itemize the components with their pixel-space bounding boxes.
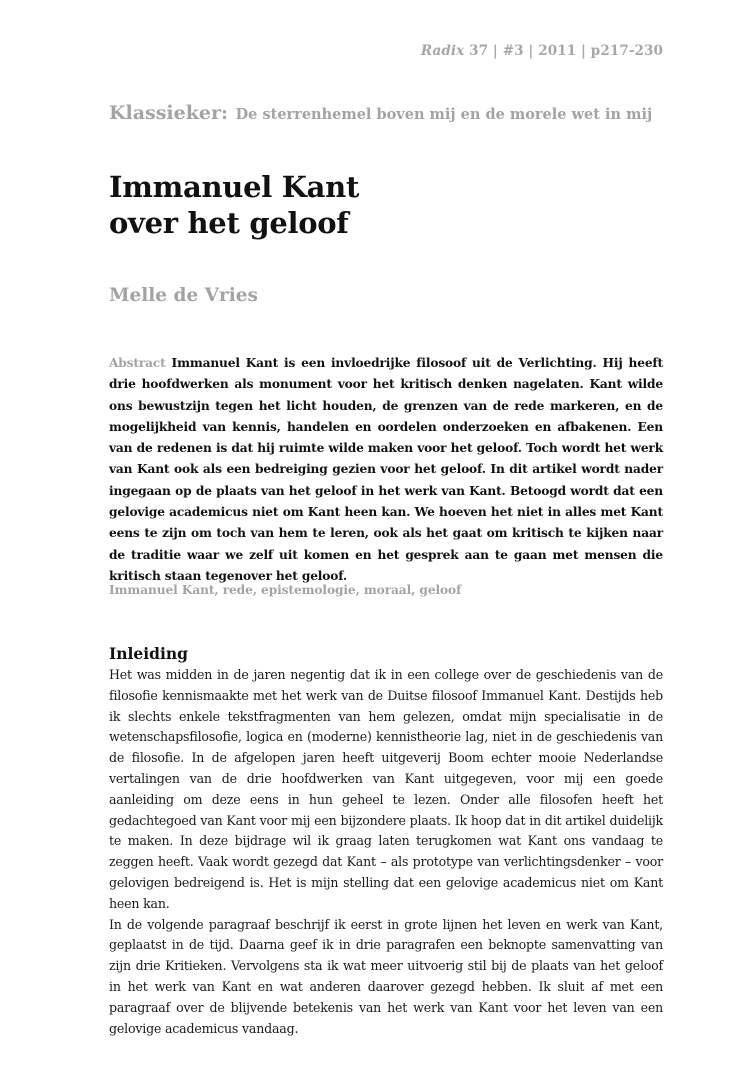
abstract-label: Abstract	[109, 356, 166, 370]
journal-name: Radix	[420, 43, 465, 59]
article-title	[109, 169, 669, 241]
section-heading: Inleiding	[109, 644, 188, 663]
kicker	[109, 102, 669, 124]
body-paragraph: In de volgende paragraaf beschrijf ik eerst in grote lijnen het leven en werk van Kant, geplaatst in de tijd. Daarna geef ik in drie paragrafen een beknopte samenvatting van zijn drie Kritieken. Vervolgens sta ik wat meer uitvoerig stil bij de plaats van het geloof in het werk van Kant en wat anderen daarover gezegd hebben. Ik sluit af met een paragraaf over de blijvende betekenis van het werk van Kant voor het leven van een gelovige academicus vandaag.	[109, 916, 663, 1036]
author-name: Melle de Vries	[109, 285, 258, 306]
journal-issue-details: 37 | #3 | 2011 | p217-230	[464, 43, 663, 59]
article-title-line-1: Immanuel Kant	[109, 170, 360, 204]
body-paragraph: Het was midden in de jaren negentig dat ik in een college over de geschiedenis van de filosofie kennismaakte met het werk van de Duitse filosoof Immanuel Kant. Destijds heb ik slechts enkele tekstfragmenten van hem gelezen, omdat mijn specialisatie in de wetenschapsfilosofie, logica en (moderne) kennistheorie lag, niet in de geschiedenis van de filosofie. In de afgelopen jaren heeft uitgeverij Boom echter mooie Nederlandse vertalingen van de drie hoofdwerken van Kant uitgegeven, voor mij een goede aanleiding om deze eens in hun geheel te lezen. Onder alle filosofen heeft het gedachtegoed van Kant voor mij een bijzondere plaats. Ik hoop dat in dit artikel duidelijk te maken. In deze bijdrage wil ik graag laten terugkomen wat Kant ons vandaag te zeggen heeft. Vaak wordt gezegd dat Kant – als prototype van verlichtingsdenker – voor gelovigen bedreigend is. Het is mijn stelling dat een gelovige academicus niet om Kant heen kan.	[109, 667, 663, 911]
article-title-line-2: over het geloof	[109, 206, 349, 240]
running-head	[421, 43, 663, 59]
kicker-subtitle: De sterrenhemel boven mij en de morele wet in mij	[235, 106, 653, 123]
keywords: Immanuel Kant, rede, epistemologie, moraal, geloof	[109, 583, 462, 597]
section-body	[109, 665, 663, 1039]
abstract-text: Immanuel Kant is een invloedrijke filosoof uit de Verlichting. Hij heeft drie hoofdwerken als monument voor het kritisch denken nagelaten. Kant wilde ons bewustzijn tegen het licht houden, de grenzen van de rede markeren, en de mogelijkheid van kennis, handelen en oordelen onderzoeken en afbakenen. Een van de redenen is dat hij ruimte wilde maken voor het geloof. Toch wordt het werk van Kant ook als een bedreiging gezien voor het geloof. In dit artikel wordt nader ingegaan op de plaats van het geloof in het werk van Kant. Betoogd wordt dat een gelovige academicus niet om Kant heen kan. We hoeven het niet in alles met Kant eens te zijn om toch van hem te leren, ook als het gaat om kritisch te kijken naar de traditie waar we zelf uit komen en het gesprek aan te gaan met mensen die kritisch staan tegenover het geloof.	[109, 356, 663, 583]
abstract	[109, 353, 663, 587]
kicker-label: Klassieker:	[109, 102, 229, 124]
